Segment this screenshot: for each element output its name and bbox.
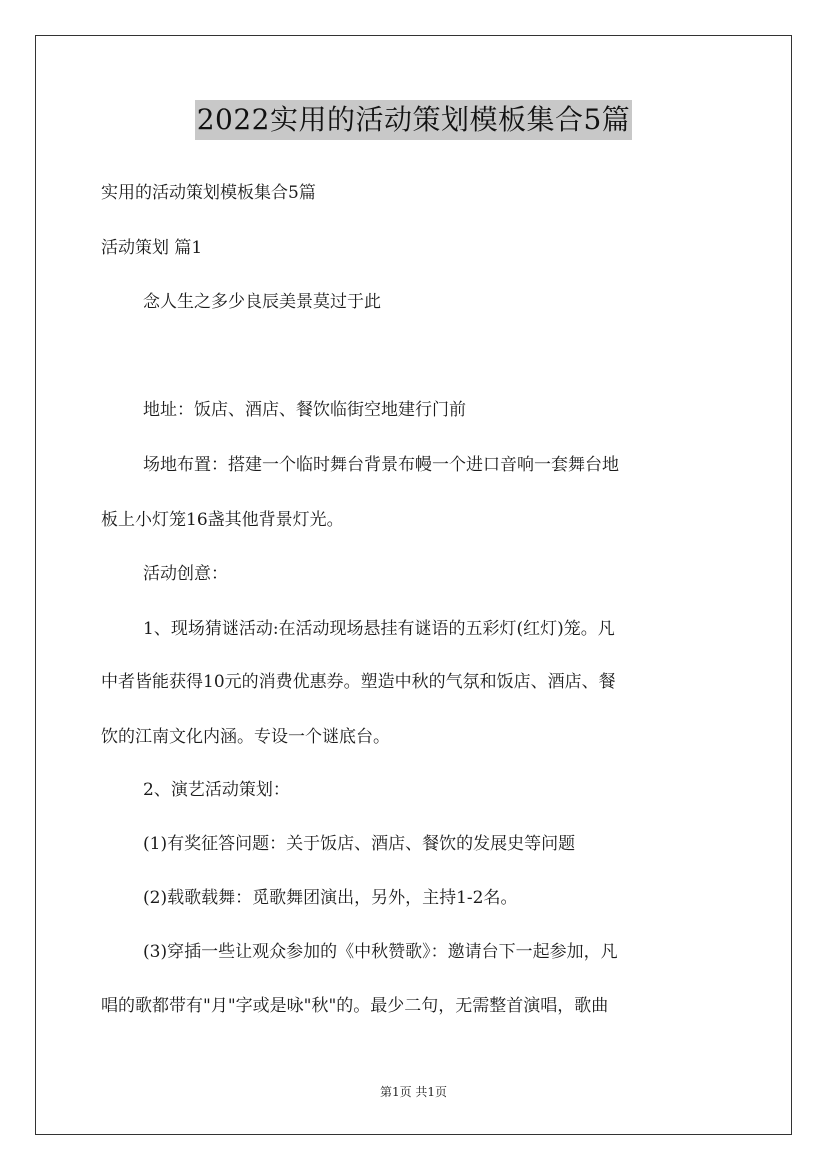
paragraph-line: 1、现场猜谜活动:在活动现场悬挂有谜语的五彩灯(红灯)笼。凡 <box>143 619 615 639</box>
paragraph-line: 板上小灯笼16盏其他背景灯光。 <box>101 510 344 530</box>
paragraph-line: 念人生之多少良辰美景莫过于此 <box>143 292 381 312</box>
paragraph-line: (1)有奖征答问题：关于饭店、酒店、餐饮的发展史等问题 <box>143 834 576 854</box>
paragraph-line: (3)穿插一些让观众参加的《中秋赞歌》：邀请台下一起参加，凡 <box>143 942 618 962</box>
paragraph-line: 饮的江南文化内涵。专设一个谜底台。 <box>101 727 390 747</box>
paragraph-line: 中者皆能获得10元的消费优惠券。塑造中秋的气氛和饭店、酒店、餐 <box>101 672 616 692</box>
paragraph-line: 地址：饭店、酒店、餐饮临街空地建行门前 <box>143 400 466 420</box>
paragraph-line: 唱的歌都带有"月"字或是咏"秋"的。最少二句，无需整首演唱，歌曲 <box>101 996 609 1016</box>
page-footer: 第1页 共1页 <box>379 1085 448 1099</box>
document-title: 2022实用的活动策划模板集合5篇 <box>195 100 633 140</box>
section-heading: 活动策划 篇1 <box>101 238 203 258</box>
paragraph-line: 场地布置：搭建一个临时舞台背景布幔一个进口音响一套舞台地 <box>143 455 619 475</box>
paragraph-line: 活动创意： <box>143 564 228 584</box>
paragraph-line: 2、演艺活动策划： <box>143 780 290 800</box>
subtitle-line: 实用的活动策划模板集合5篇 <box>101 183 316 203</box>
paragraph-line: (2)载歌载舞：觅歌舞团演出，另外，主持1-2名。 <box>143 888 518 908</box>
title-container <box>0 100 827 140</box>
